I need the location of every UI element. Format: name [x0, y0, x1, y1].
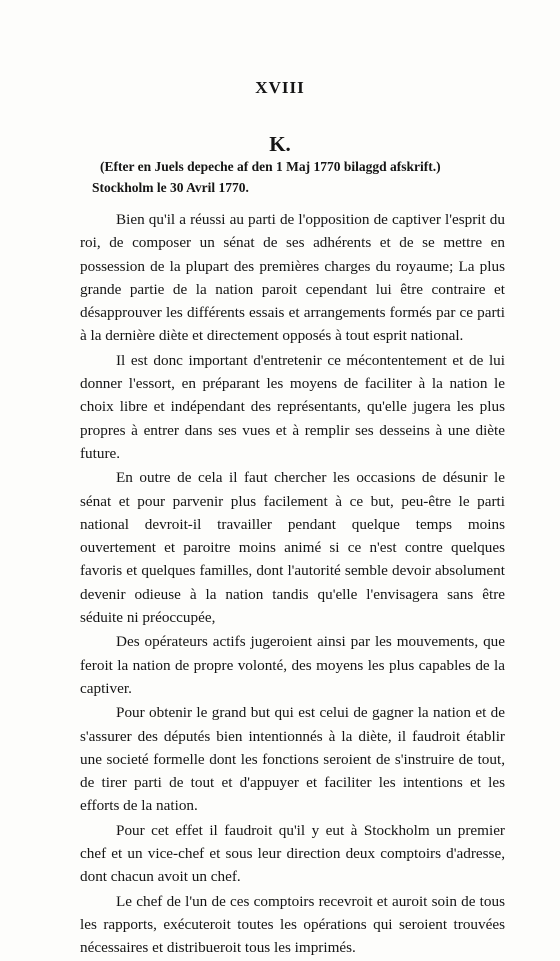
dateline: Stockholm le 30 Avril 1770.	[92, 180, 249, 195]
paragraph: En outre de cela il faut chercher les occasions de désunir le sénat et pour parvenir plus facilement à ce but, peu-être le parti national devroit-il travailler pendant quelque temps moins ouvertement et paroitre moins animé si ce n'est contre quelques favoris et quelques familles, dont l'autorité semble devoir absolument devenir odieuse à la nation tandis qu'elle l'envisagera sans être séduite ni préoccupée,	[80, 469, 505, 627]
letter-body	[80, 208, 505, 961]
page-number: XVIII	[255, 78, 305, 97]
paragraph: Pour obtenir le grand but qui est celui de gagner la nation et de s'assurer des députés bien intentionnés à la diète, il faudroit établir une societé formelle dont les fonctions seroient de s'instruire de tout, de tirer parti de tout et d'appuyer et faciliter les intentions et les efforts de la nation.	[80, 704, 505, 815]
paragraph: Pour cet effet il faudroit qu'il y eut à Stockholm un premier chef et un vice-chef et sous leur direction deux comptoirs d'adresse, dont chacun avoit un chef.	[80, 821, 505, 886]
source-note: (Efter en Juels depeche af den 1 Maj 1770 bilaggd afskrift.)	[100, 159, 441, 174]
paragraph: Le chef de l'un de ces comptoirs recevroit et auroit soin de tous les rapports, exécuteroit toutes les opérations qui seroient trouvées nécessaires et distribueroit tous les imprimés.	[80, 892, 505, 957]
paragraph: Il est donc important d'entretenir ce mécontentement et de lui donner l'essort, en préparant les moyens de faciliter à la nation le choix libre et indépendant des représentants, qu'elle jugera les plus propres à entrer dans ses vues et à remplir ses desseins à une diète future.	[80, 351, 505, 462]
document-letter-heading: K.	[269, 132, 291, 156]
paragraph: Bien qu'il a réussi au parti de l'opposition de captiver l'esprit du roi, de composer un sénat de ses adhérents et de se mettre en possession de la plupart des premières charges du royaume; La plus grande partie de la nation paroit cependant lui être contraire et désapprouver les différents essais et arrangements formés par ce parti à la dernière diète et directement opposés à tout esprit national.	[80, 211, 505, 345]
paragraph: Des opérateurs actifs jugeroient ainsi par les mouvements, que feroit la nation de propre volonté, des moyens les plus capables de la captiver.	[80, 633, 505, 697]
